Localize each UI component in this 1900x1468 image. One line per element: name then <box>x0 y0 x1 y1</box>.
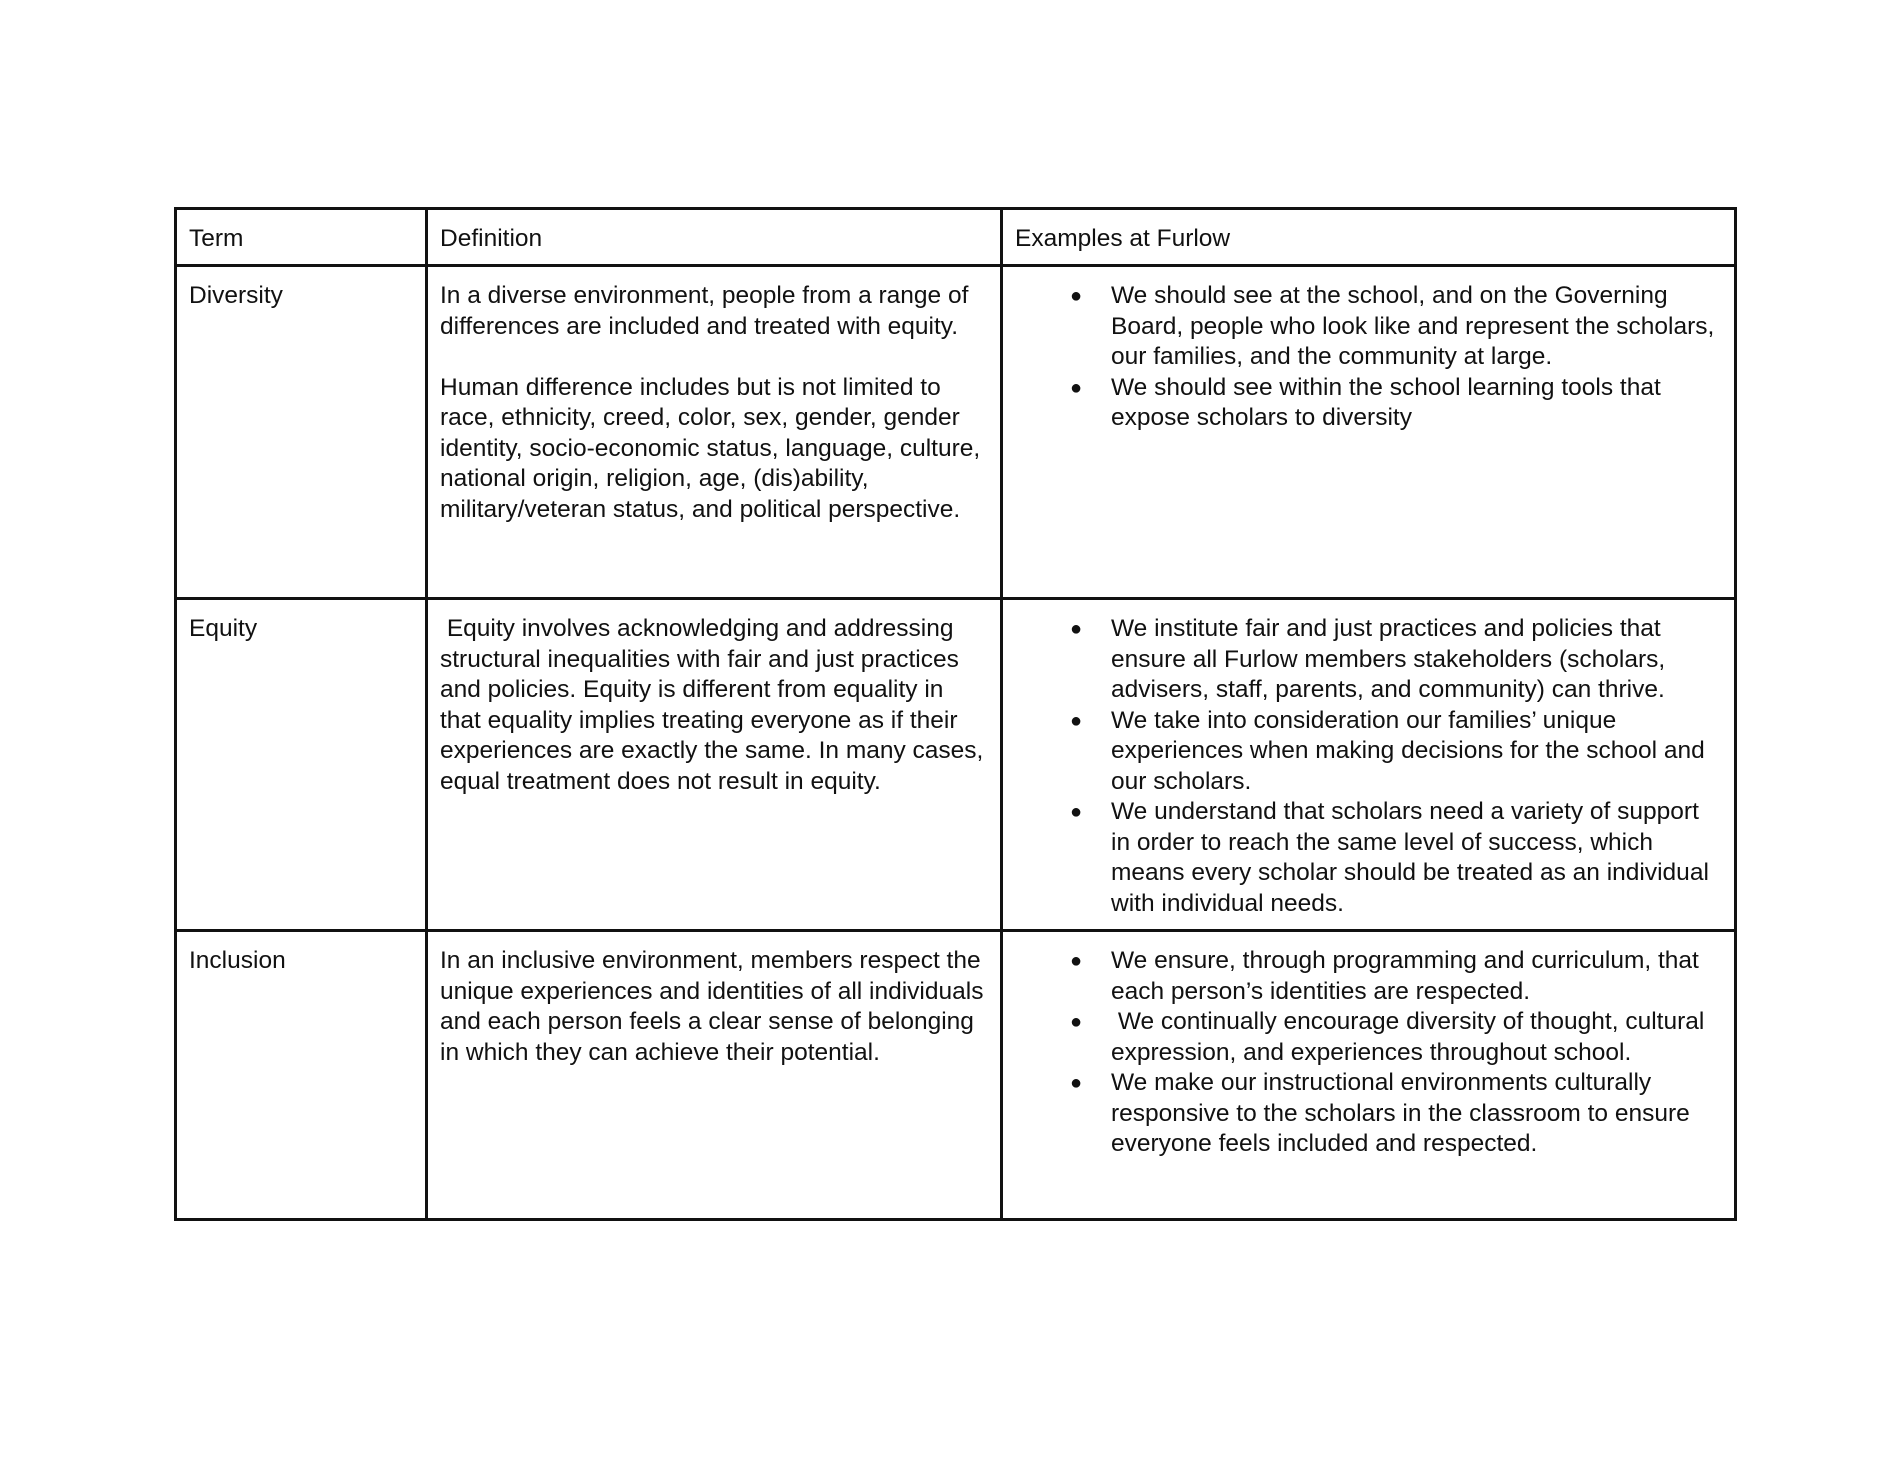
list-item <box>1015 281 1722 373</box>
examples-cell <box>1002 266 1736 599</box>
bullet-icon: ● <box>1070 1072 1083 1094</box>
examples-list <box>1015 614 1722 919</box>
bullet-icon: ● <box>1070 709 1083 732</box>
list-item <box>1015 946 1722 1007</box>
example-text: We take into consideration our families’ unique experiences when making decisions for the school and our scholars. <box>1111 706 1712 795</box>
header-term: Term <box>176 209 427 266</box>
definition-paragraph: In an inclusive environment, members respect the unique experiences and identities of all individuals and each person feels a clear sense of belonging in which they can achieve their potential. <box>440 947 991 1066</box>
list-item <box>1015 1068 1722 1160</box>
examples-cell <box>1002 931 1736 1220</box>
definition-cell <box>427 599 1002 931</box>
dei-definitions-table <box>174 207 1737 1221</box>
definition-paragraph: In a diverse environment, people from a range of differences are included and treated with equity. <box>440 282 976 340</box>
bullet-icon: ● <box>1070 1011 1083 1033</box>
definition-cell <box>427 931 1002 1220</box>
bullet-icon: ● <box>1070 618 1083 640</box>
example-text: We institute fair and just practices and policies that ensure all Furlow members stakeholders (scholars, advisers, staff, parents, and community) can thrive. <box>1111 615 1672 703</box>
bullet-icon: ● <box>1070 801 1083 823</box>
list-item <box>1015 1007 1722 1068</box>
list-item <box>1015 373 1722 434</box>
table-row-inclusion <box>176 931 1736 1220</box>
term-cell: Inclusion <box>176 931 427 1220</box>
list-item <box>1015 797 1722 919</box>
table-row-equity <box>176 599 1736 931</box>
example-text: We continually encourage diversity of thought, cultural expression, and experiences throughout school. <box>1111 1008 1712 1066</box>
example-text: We ensure, through programming and curriculum, that each person’s identities are respected. <box>1111 947 1706 1005</box>
table-header-row <box>176 209 1736 266</box>
example-text: We understand that scholars need a variety of support in order to reach the same level of success, which means every scholar should be treated as an individual with individual needs. <box>1111 798 1716 917</box>
list-item <box>1015 706 1722 798</box>
bullet-icon: ● <box>1070 285 1083 307</box>
term-cell: Equity <box>176 599 427 931</box>
bullet-icon: ● <box>1070 950 1083 972</box>
header-definition: Definition <box>427 209 1002 266</box>
example-text: We should see within the school learning tools that expose scholars to diversity <box>1111 373 1668 431</box>
examples-list <box>1015 281 1722 434</box>
term-cell: Diversity <box>176 266 427 599</box>
examples-cell <box>1002 599 1736 931</box>
definition-paragraph: Human difference includes but is not limited to race, ethnicity, creed, color, sex, gender, gender identity, socio-economic status, language, culture, national origin, religion, age, (dis)ability, military/veteran status, and political perspective. <box>440 373 988 523</box>
definition-paragraph: Equity involves acknowledging and addressing structural inequalities with fair and just practices and policies. Equity is different from equality in that equality implies treating everyone as if their experiences are exactly the same. In many cases, equal treatment does not result in equity. <box>440 615 991 795</box>
bullet-icon: ● <box>1070 376 1083 399</box>
header-examples: Examples at Furlow <box>1002 209 1736 266</box>
table-row-diversity <box>176 266 1736 599</box>
example-text: We should see at the school, and on the Governing Board, people who look like and represent the scholars, our families, and the community at large. <box>1111 282 1722 370</box>
example-text: We make our instructional environments culturally responsive to the scholars in the classroom to ensure everyone feels included and respected. <box>1111 1069 1697 1157</box>
list-item <box>1015 614 1722 706</box>
definition-cell <box>427 266 1002 599</box>
examples-list <box>1015 946 1722 1160</box>
